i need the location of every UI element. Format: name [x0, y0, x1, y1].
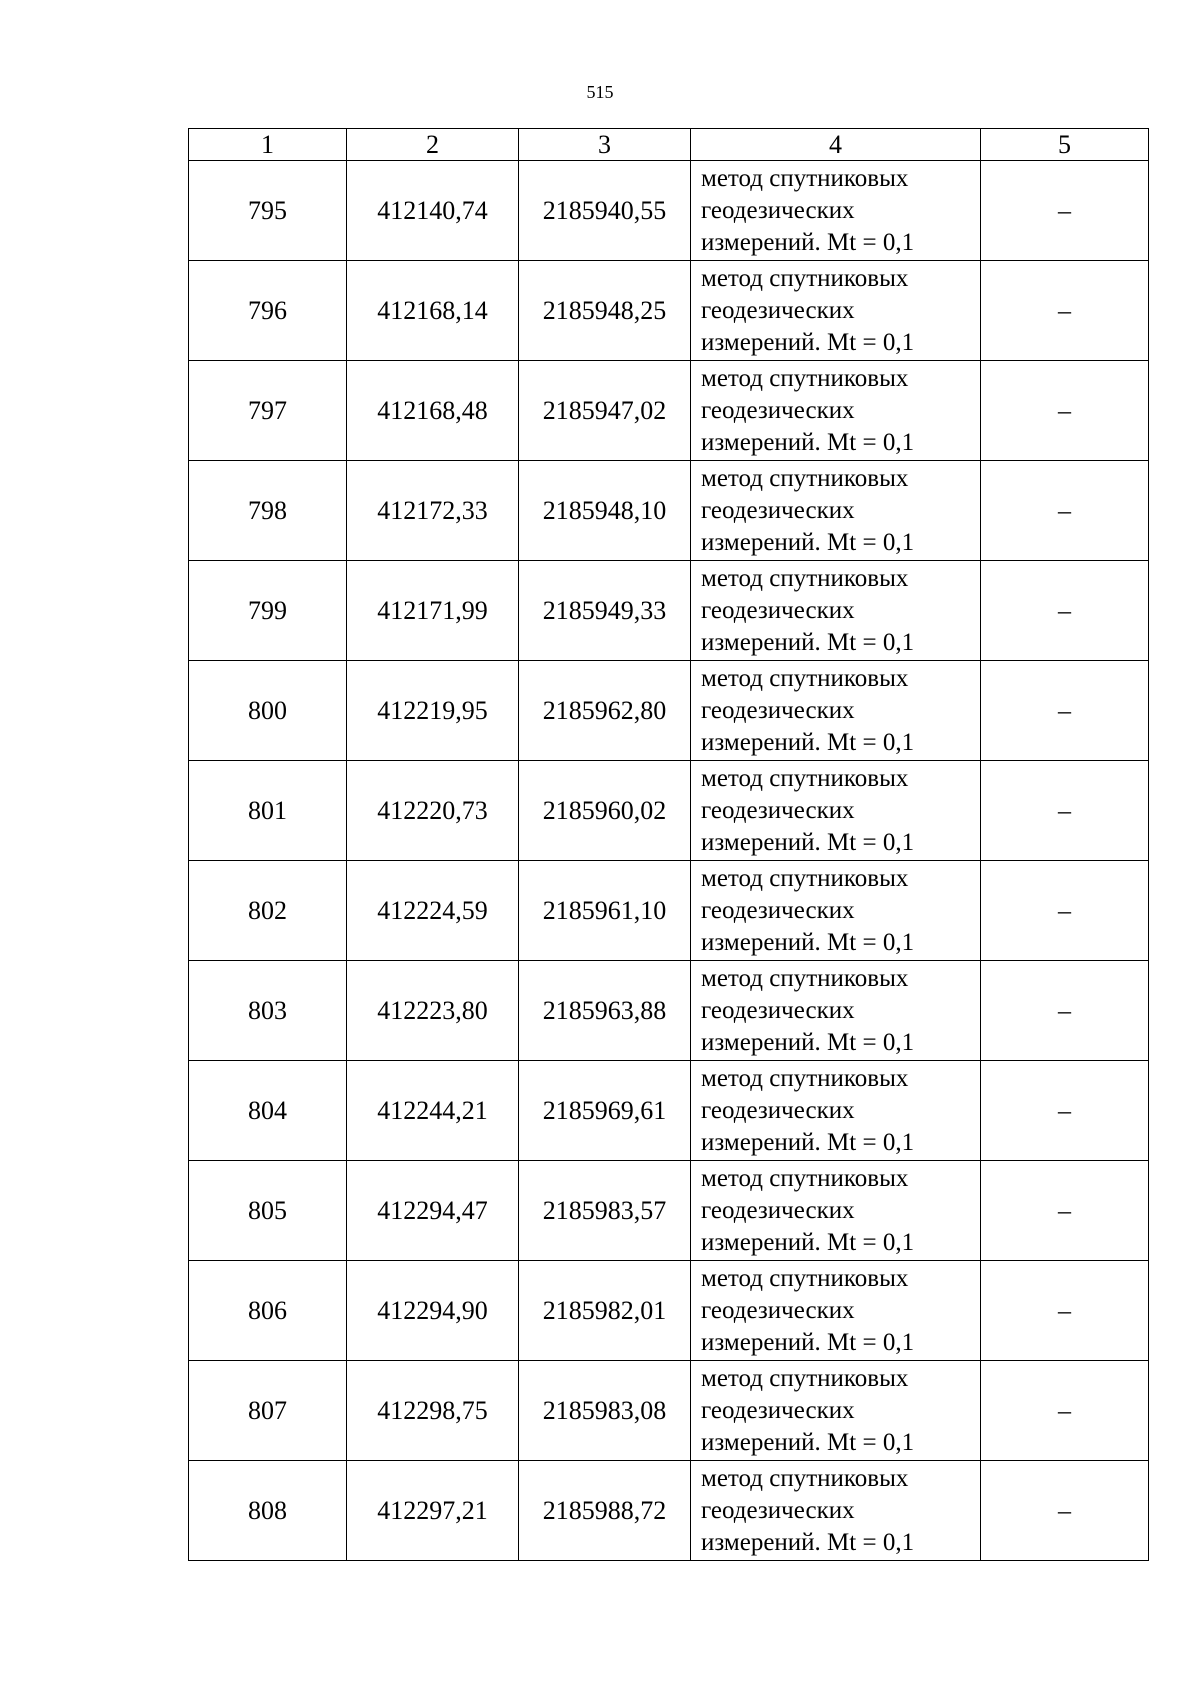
- method-text-line: геодезических: [701, 1296, 855, 1324]
- note-cell: –: [981, 561, 1149, 661]
- point-number-cell: 807: [189, 1361, 347, 1461]
- method-text-line: геодезических: [701, 396, 855, 424]
- x-coordinate-cell: 412223,80: [347, 961, 519, 1061]
- note-cell: –: [981, 961, 1149, 1061]
- method-text-line: геодезических: [701, 896, 855, 924]
- page-number: 515: [586, 82, 614, 102]
- y-coordinate-cell: 2185949,33: [519, 561, 691, 661]
- coordinates-table-container: [188, 128, 1148, 1561]
- y-coordinate-cell: 2185969,61: [519, 1061, 691, 1161]
- table-row: [189, 1261, 1149, 1361]
- method-text-line: измерений. Mt = 0,1: [701, 628, 915, 656]
- table-row: [189, 261, 1149, 361]
- method-text-line: метод спутниковых: [701, 1464, 909, 1492]
- method-text-line: геодезических: [701, 796, 855, 824]
- y-coordinate-cell: 2185983,57: [519, 1161, 691, 1261]
- method-text-line: метод спутниковых: [701, 964, 909, 992]
- method-text-line: измерений. Mt = 0,1: [701, 1228, 915, 1256]
- method-cell: [691, 461, 981, 561]
- note-cell: –: [981, 661, 1149, 761]
- x-coordinate-cell: 412297,21: [347, 1461, 519, 1561]
- method-text-line: метод спутниковых: [701, 864, 909, 892]
- table-header-row: [189, 129, 1149, 161]
- table-row: [189, 1061, 1149, 1161]
- coordinates-table: [188, 128, 1149, 1561]
- y-coordinate-cell: 2185962,80: [519, 661, 691, 761]
- table-row: [189, 661, 1149, 761]
- method-text-line: измерений. Mt = 0,1: [701, 1528, 915, 1556]
- x-coordinate-cell: 412220,73: [347, 761, 519, 861]
- method-cell: [691, 1361, 981, 1461]
- method-text-line: геодезических: [701, 1096, 855, 1124]
- y-coordinate-cell: 2185982,01: [519, 1261, 691, 1361]
- point-number-cell: 802: [189, 861, 347, 961]
- table-row: [189, 961, 1149, 1061]
- method-text-line: измерений. Mt = 0,1: [701, 528, 915, 556]
- method-cell: [691, 161, 981, 261]
- method-cell: [691, 961, 981, 1061]
- x-coordinate-cell: 412168,48: [347, 361, 519, 461]
- method-text-line: измерений. Mt = 0,1: [701, 828, 915, 856]
- method-text-line: измерений. Mt = 0,1: [701, 228, 915, 256]
- column-header-1: 1: [189, 129, 347, 161]
- method-text-line: метод спутниковых: [701, 264, 909, 292]
- y-coordinate-cell: 2185960,02: [519, 761, 691, 861]
- method-text-line: геодезических: [701, 496, 855, 524]
- method-text-line: измерений. Mt = 0,1: [701, 1028, 915, 1056]
- x-coordinate-cell: 412172,33: [347, 461, 519, 561]
- method-text-line: геодезических: [701, 696, 855, 724]
- method-cell: [691, 1461, 981, 1561]
- table-row: [189, 1161, 1149, 1261]
- y-coordinate-cell: 2185963,88: [519, 961, 691, 1061]
- point-number-cell: 801: [189, 761, 347, 861]
- method-text-line: геодезических: [701, 596, 855, 624]
- method-cell: [691, 561, 981, 661]
- point-number-cell: 806: [189, 1261, 347, 1361]
- method-cell: [691, 861, 981, 961]
- x-coordinate-cell: 412244,21: [347, 1061, 519, 1161]
- method-text-line: измерений. Mt = 0,1: [701, 328, 915, 356]
- note-cell: –: [981, 1361, 1149, 1461]
- table-row: [189, 861, 1149, 961]
- table-row: [189, 361, 1149, 461]
- column-header-2: 2: [347, 129, 519, 161]
- x-coordinate-cell: 412224,59: [347, 861, 519, 961]
- method-text-line: измерений. Mt = 0,1: [701, 428, 915, 456]
- y-coordinate-cell: 2185988,72: [519, 1461, 691, 1561]
- method-cell: [691, 661, 981, 761]
- note-cell: –: [981, 861, 1149, 961]
- method-cell: [691, 261, 981, 361]
- y-coordinate-cell: 2185983,08: [519, 1361, 691, 1461]
- point-number-cell: 805: [189, 1161, 347, 1261]
- point-number-cell: 795: [189, 161, 347, 261]
- method-text-line: метод спутниковых: [701, 564, 909, 592]
- note-cell: –: [981, 261, 1149, 361]
- point-number-cell: 804: [189, 1061, 347, 1161]
- method-text-line: метод спутниковых: [701, 664, 909, 692]
- x-coordinate-cell: 412294,47: [347, 1161, 519, 1261]
- point-number-cell: 797: [189, 361, 347, 461]
- note-cell: –: [981, 161, 1149, 261]
- method-text-line: метод спутниковых: [701, 1064, 909, 1092]
- method-text-line: метод спутниковых: [701, 464, 909, 492]
- table-row: [189, 1461, 1149, 1561]
- point-number-cell: 796: [189, 261, 347, 361]
- note-cell: –: [981, 1261, 1149, 1361]
- column-header-3: 3: [519, 129, 691, 161]
- x-coordinate-cell: 412298,75: [347, 1361, 519, 1461]
- method-text-line: геодезических: [701, 1196, 855, 1224]
- method-cell: [691, 1261, 981, 1361]
- y-coordinate-cell: 2185948,10: [519, 461, 691, 561]
- method-text-line: геодезических: [701, 1496, 855, 1524]
- note-cell: –: [981, 1161, 1149, 1261]
- note-cell: –: [981, 461, 1149, 561]
- method-text-line: метод спутниковых: [701, 764, 909, 792]
- method-text-line: геодезических: [701, 1396, 855, 1424]
- column-header-5: 5: [981, 129, 1149, 161]
- point-number-cell: 798: [189, 461, 347, 561]
- x-coordinate-cell: 412171,99: [347, 561, 519, 661]
- table-row: [189, 461, 1149, 561]
- note-cell: –: [981, 1061, 1149, 1161]
- method-text-line: метод спутниковых: [701, 1364, 909, 1392]
- table-row: [189, 161, 1149, 261]
- method-text-line: геодезических: [701, 296, 855, 324]
- point-number-cell: 803: [189, 961, 347, 1061]
- method-text-line: метод спутниковых: [701, 364, 909, 392]
- y-coordinate-cell: 2185947,02: [519, 361, 691, 461]
- method-text-line: метод спутниковых: [701, 1264, 909, 1292]
- note-cell: –: [981, 1461, 1149, 1561]
- point-number-cell: 808: [189, 1461, 347, 1561]
- x-coordinate-cell: 412294,90: [347, 1261, 519, 1361]
- x-coordinate-cell: 412168,14: [347, 261, 519, 361]
- point-number-cell: 799: [189, 561, 347, 661]
- method-text-line: измерений. Mt = 0,1: [701, 728, 915, 756]
- method-text-line: метод спутниковых: [701, 164, 909, 192]
- table-body: [189, 161, 1149, 1561]
- y-coordinate-cell: 2185948,25: [519, 261, 691, 361]
- method-cell: [691, 761, 981, 861]
- method-text-line: метод спутниковых: [701, 1164, 909, 1192]
- table-row: [189, 561, 1149, 661]
- note-cell: –: [981, 761, 1149, 861]
- method-text-line: измерений. Mt = 0,1: [701, 1128, 915, 1156]
- note-cell: –: [981, 361, 1149, 461]
- method-text-line: измерений. Mt = 0,1: [701, 1428, 915, 1456]
- method-cell: [691, 1061, 981, 1161]
- method-text-line: измерений. Mt = 0,1: [701, 928, 915, 956]
- method-text-line: геодезических: [701, 196, 855, 224]
- method-text-line: геодезических: [701, 996, 855, 1024]
- table-row: [189, 761, 1149, 861]
- column-header-4: 4: [691, 129, 981, 161]
- method-cell: [691, 1161, 981, 1261]
- x-coordinate-cell: 412219,95: [347, 661, 519, 761]
- y-coordinate-cell: 2185961,10: [519, 861, 691, 961]
- x-coordinate-cell: 412140,74: [347, 161, 519, 261]
- y-coordinate-cell: 2185940,55: [519, 161, 691, 261]
- point-number-cell: 800: [189, 661, 347, 761]
- method-cell: [691, 361, 981, 461]
- method-text-line: измерений. Mt = 0,1: [701, 1328, 915, 1356]
- table-row: [189, 1361, 1149, 1461]
